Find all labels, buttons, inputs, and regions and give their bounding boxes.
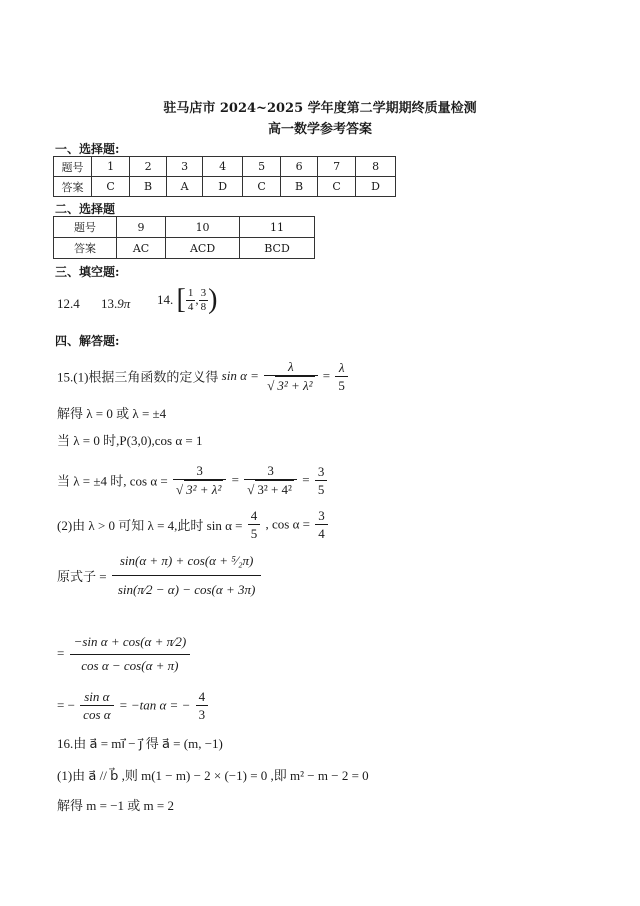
fill-13-no: 13. [101,296,118,311]
q15-final-prefix: = − [57,697,75,713]
table1-num-3: 3 [166,157,202,177]
q15-part2 [57,507,330,542]
q15-p2-cos: , cos α = [265,516,310,532]
q15-l4-f1-den: 3² + λ² [186,482,222,497]
answer-table-2 [53,216,315,259]
q15-frac-lambda-5 [335,359,348,394]
table1-ans-7: C [318,177,356,197]
fill-answer-13 [101,296,130,312]
q15-p2-frac-sin [248,507,261,542]
q15-orig-den: sin(π⁄2 − α) − cos(α + 3π) [117,582,256,597]
q15-final-num: sin α [80,688,113,706]
interval-right-num: 3 [200,286,207,299]
table2-label-number: 题号 [54,217,117,238]
table1-label-answer: 答案 [54,177,92,197]
q15-frac-num: λ [264,358,317,376]
table1-num-7: 7 [318,157,356,177]
q15-eq-sign: = [322,368,331,383]
table2-ans-10: ACD [166,238,240,259]
table1-ans-4: D [203,177,243,197]
q15-l4-prefix: 当 λ = ±4 时, cos α = [57,473,168,489]
section2-heading: 二、选择题 [55,202,116,216]
q15-final-den2: 3 [198,707,206,722]
interval-close-paren: ) [208,284,218,315]
q15-p2-prefix: (2)由 λ > 0 可知 λ = 4,此时 sin α = [57,518,243,533]
q15-final-mid: = −tan α = − [118,697,191,713]
q15-p2-cos-num: 3 [315,507,328,525]
interval-open-bracket: [ [176,284,186,315]
interval-left-fraction [186,286,199,314]
table1-ans-3: A [166,177,202,197]
q15-final [57,688,210,723]
table2-num-10: 10 [166,217,240,238]
q15-p2-sin-num: 4 [248,507,261,525]
interval-left-den: 4 [187,300,194,313]
q15-orig-num: sin(α + π) + cos(α + ⁵⁄₂π) [112,547,261,576]
q15-intro: 15.(1)根据三角函数的定义得 [57,369,219,385]
table1-num-6: 6 [281,157,318,177]
page-title: 驻马店市 2024~2025 学年度第二学期期终质量检测 [163,101,477,116]
q15-step-eq: = [57,645,65,661]
q15-l4-f3-den: 5 [317,481,325,497]
section3-heading: 三、填空题: [55,265,120,279]
interval-right-den: 8 [200,300,207,313]
table2-num-11: 11 [240,217,315,238]
q16-line1: 16.由 a⃗ = mi⃗ − j⃗ 得 a⃗ = (m, −1) [57,736,223,751]
q15-l4-frac3 [315,463,328,498]
q15-l4-eq2: = [302,472,310,487]
interval-left-num: 1 [187,286,194,299]
q16-line3: 解得 m = −1 或 m = 2 [57,798,174,813]
table1-num-4: 4 [203,157,243,177]
q15-l4-f1-num: 3 [173,462,226,480]
q15-line1 [57,358,350,394]
table1-ans-1: C [92,177,130,197]
table1-ans-2: B [130,177,167,197]
q15-final-num2: 4 [196,688,209,706]
section4-heading: 四、解答题: [55,334,120,348]
q15-l4-f2-num: 3 [244,462,297,480]
q15-final-den: cos α [83,707,111,722]
q15-line3: 当 λ = 0 时,P(3,0),cos α = 1 [57,433,203,448]
table2-ans-11: BCD [240,238,315,259]
q15-frac2-num: λ [335,359,348,377]
interval-comma: , [195,292,199,307]
table1-num-5: 5 [243,157,281,177]
q15-final-frac2 [196,688,209,723]
q15-frac-den-root: 3² + λ² [277,378,313,393]
table1-ans-6: B [281,177,318,197]
fill-answer-14 [157,284,217,316]
section1-heading: 一、选择题: [55,142,120,156]
q15-p2-frac-cos [315,507,328,542]
fill-answer-12 [57,296,80,312]
q15-orig-frac [112,547,261,604]
table1-ans-5: C [243,177,281,197]
q15-l4-f2-den: 3² + 4² [257,482,292,497]
fill-12-no: 12. [57,296,74,311]
table2-num-9: 9 [117,217,166,238]
page-subtitle: 高一数学参考答案 [267,122,372,137]
answer-table-1 [53,156,396,197]
q15-simplify-step [57,630,192,677]
fill-12-value: 4 [73,296,80,311]
interval-right-fraction [199,287,209,314]
q15-frac2-den: 5 [338,377,345,393]
q15-line4 [57,462,329,498]
q15-frac-lambda-root: $\frac{\lambda}{\text{√ 3² + λ²}}$ [264,358,317,394]
q15-step-den: cos α − cos(α + π) [81,658,179,673]
q15-p2-cos-den: 4 [318,526,325,541]
q15-step-frac [70,630,191,677]
table2-label-answer: 答案 [54,238,117,259]
q15-orig-label: 原式子 = [57,569,107,584]
table1-num-8: 8 [356,157,396,177]
q15-p2-sin-den: 5 [250,526,258,541]
q15-step-num: −sin α + cos(α + π⁄2) [70,630,191,655]
table1-num-2: 2 [130,157,167,177]
table1-num-1: 1 [92,157,130,177]
q15-l4-frac1: $\frac{3}{\text{√ 3² + λ²}}$ [173,462,226,498]
table1-ans-8: D [356,177,396,197]
q15-original-expression [57,547,263,604]
fill-13-value: 9π [117,296,131,311]
q15-l4-f3-num: 3 [315,463,328,481]
fill-14-no: 14. [157,292,174,307]
q15-l4-frac2: $\frac{3}{\text{√ 3² + 4²}}$ [244,462,297,498]
q15-sin-lhs: sin α = [221,368,259,383]
q15-final-frac1 [80,688,113,723]
table2-ans-9: AC [117,238,166,259]
q15-l4-eq1: = [231,472,239,487]
q16-line2: (1)由 a⃗ // b⃗ ,则 m(1 − m) − 2 × (−1) = 0 ,即 m² − m − 2 = 0 [57,768,369,783]
table1-label-number: 题号 [54,157,92,177]
q15-line2: 解得 λ = 0 或 λ = ±4 [57,406,167,421]
